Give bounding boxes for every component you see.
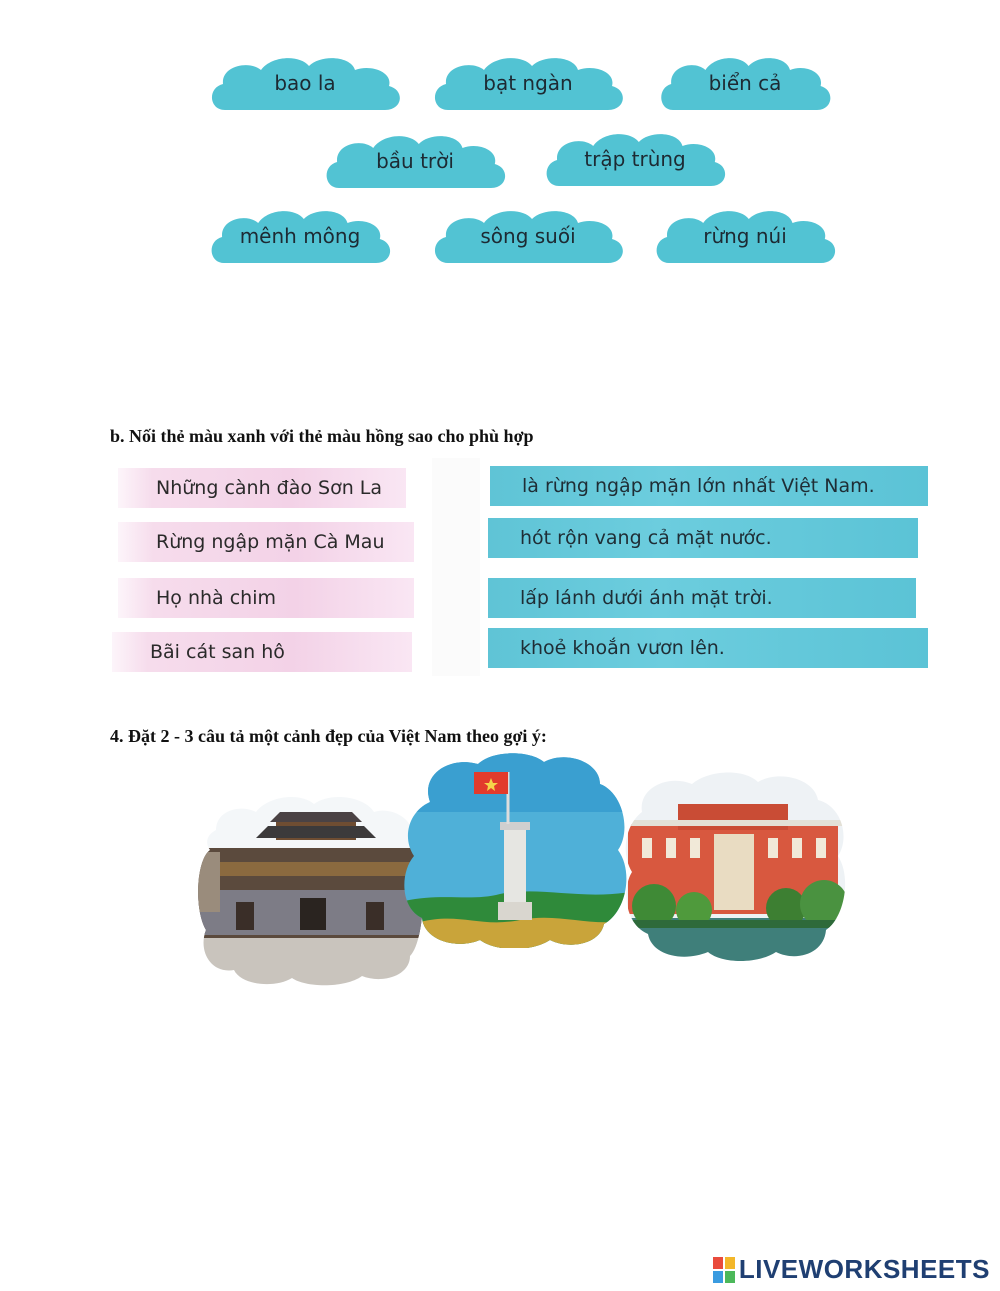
pink-card-4[interactable]: Bãi cát san hô — [112, 632, 412, 672]
liveworksheets-logo-icon — [713, 1257, 735, 1283]
word-card[interactable]: bầu trời — [376, 149, 454, 173]
word-card[interactable]: trập trùng — [584, 147, 686, 171]
pink-card-3[interactable]: Họ nhà chim — [118, 578, 414, 618]
word-cloud-3[interactable] — [655, 52, 835, 114]
word-cloud-7[interactable] — [428, 205, 628, 267]
blue-card-4[interactable]: khoẻ khoắn vươn lên. — [488, 628, 928, 668]
pink-card-2[interactable]: Rừng ngập mặn Cà Mau — [118, 522, 414, 562]
word-cloud-2[interactable] — [428, 52, 628, 114]
word-cloud-6[interactable] — [205, 205, 395, 267]
blue-card-1[interactable]: là rừng ngập mặn lớn nhất Việt Nam. — [490, 466, 928, 506]
word-cloud-5[interactable] — [540, 128, 730, 190]
word-card[interactable]: bạt ngàn — [483, 71, 573, 95]
blue-card-2[interactable]: hót rộn vang cả mặt nước. — [488, 518, 918, 558]
word-card[interactable]: mênh mông — [239, 224, 361, 248]
section-4-heading: 4. Đặt 2 - 3 câu tả một cảnh đẹp của Việt Nam theo gợi ý: — [110, 726, 547, 746]
column-divider — [432, 458, 480, 676]
blue-card-3[interactable]: lấp lánh dưới ánh mặt trời. — [488, 578, 916, 618]
word-cloud-1[interactable] — [205, 52, 405, 114]
word-card[interactable]: biển cả — [708, 71, 782, 95]
word-card[interactable]: bao la — [274, 71, 336, 95]
word-card[interactable]: sông suối — [480, 224, 576, 248]
word-card[interactable]: rừng núi — [703, 224, 787, 248]
footer-logo — [713, 1254, 990, 1285]
brand-name: LIVEWORKSHEETS — [738, 1254, 990, 1284]
flag-tower-picture — [400, 752, 630, 948]
section-b-heading: b. Nối thẻ màu xanh với thẻ màu hồng sao cho phù hợp — [110, 426, 534, 446]
red-building-picture — [618, 768, 850, 964]
pink-card-1[interactable]: Những cành đào Sơn La — [118, 468, 406, 508]
word-cloud-8[interactable] — [650, 205, 840, 267]
word-cloud-4[interactable] — [320, 130, 510, 192]
hue-citadel-picture — [196, 790, 426, 986]
